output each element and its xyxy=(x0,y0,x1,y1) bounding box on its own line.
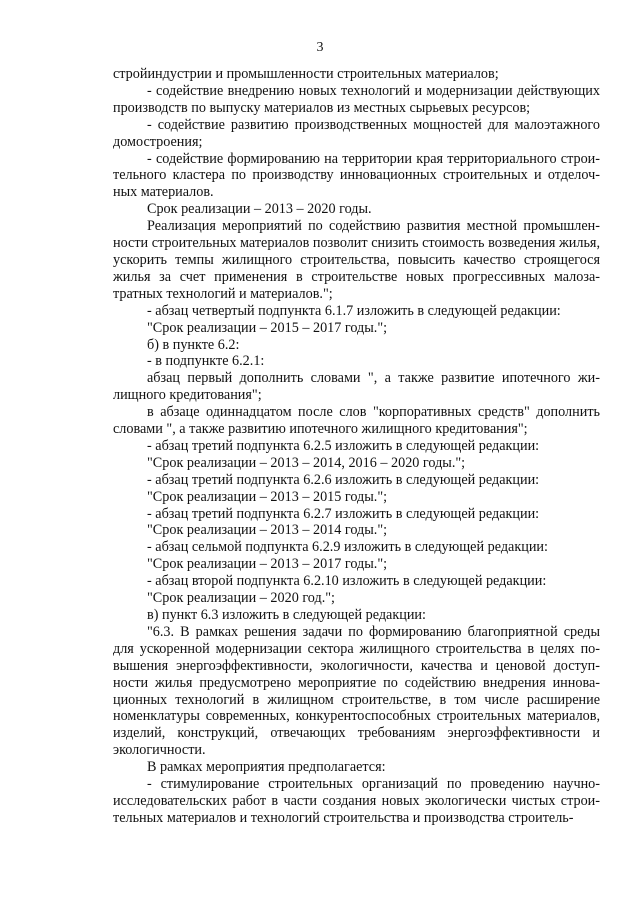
paragraph: - содействие формированию на территории края территориального строительного кластера по производству инновационных строительных и отделочных материалов. xyxy=(113,150,600,201)
paragraph: - в подпункте 6.2.1: xyxy=(147,353,265,370)
page-number: 3 xyxy=(316,40,324,55)
paragraph: Реализация мероприятий по содействию развития местной промышленности строительных материалов позволит снизить стоимость возведения жилья, ускорить темпы жилищного строительства, повысить качество строящегося жилья за счет применения в строительстве новых прогрессивных малозатратных технологий и материалов."; xyxy=(113,218,600,302)
document-body xyxy=(113,66,600,827)
paragraph: "Срок реализации – 2013 – 2017 годы."; xyxy=(147,556,388,573)
paragraph: - абзац третий подпункта 6.2.7 изложить в следующей редакции: xyxy=(147,505,540,522)
paragraph: "Срок реализации – 2013 – 2015 годы."; xyxy=(147,488,388,505)
paragraph: "6.3. В рамках решения задачи по формированию благоприятной среды для ускоренной модернизации сектора жилищного строительства в целях повышения энергоэффективности, экологичности, качества и ценовой доступности жилья предусмотрено мероприятие по содействию внедрения инновационных технологий в жилищном строительстве, в том числе расширение номенклатуры современных, конкурентоспособных строительных материалов, изделий, конструкций, отвечающих требованиям энергоэффективности и экологичности. xyxy=(113,623,600,759)
paragraph: - абзац сельмой подпункта 6.2.9 изложить в следующей редакции: xyxy=(147,539,548,556)
paragraph: - содействие внедрению новых технологий и модернизации действующих производств по выпуску материалов из местных сырьевых ресурсов; xyxy=(113,82,600,116)
paragraph: "Срок реализации – 2015 – 2017 годы."; xyxy=(147,319,388,336)
paragraph: В рамках мероприятия предполагается: xyxy=(147,759,386,776)
paragraph: "Срок реализации – 2020 год."; xyxy=(147,590,335,607)
paragraph: стройиндустрии и промышленности строительных материалов; xyxy=(113,66,499,82)
paragraph: в абзаце одиннадцатом после слов "корпоративных средств" дополнить словами ", а также развитию ипотечного жилищного кредитования"; xyxy=(113,404,600,438)
paragraph: - стимулирование строительных организаций по проведению научноисследовательских работ в части создания новых экологически чистых строительных материалов и технологий строительства и производства строитель- xyxy=(113,776,600,826)
paragraph: в) пункт 6.3 изложить в следующей редакции: xyxy=(147,607,426,623)
paragraph: - абзац второй подпункта 6.2.10 изложить в следующей редакции: xyxy=(147,573,547,590)
paragraph: - содействие развитию производственных мощностей для малоэтажного домостроения; xyxy=(113,116,600,150)
paragraph: "Срок реализации – 2013 – 2014 годы."; xyxy=(147,522,388,539)
paragraph: - абзац третий подпункта 6.2.5 изложить в следующей редакции: xyxy=(147,437,540,454)
paragraph: "Срок реализации – 2013 – 2014, 2016 – 2020 годы."; xyxy=(147,454,466,471)
paragraph: б) в пункте 6.2: xyxy=(147,336,240,353)
paragraph: - абзац четвертый подпункта 6.1.7 изложить в следующей редакции: xyxy=(147,302,561,319)
paragraph: - абзац третий подпункта 6.2.6 изложить в следующей редакции: xyxy=(147,471,540,488)
paragraph: абзац первый дополнить словами ", а также развитие ипотечного жилищного кредитования"; xyxy=(113,370,600,404)
paragraph: Срок реализации – 2013 – 2020 годы. xyxy=(147,201,372,218)
